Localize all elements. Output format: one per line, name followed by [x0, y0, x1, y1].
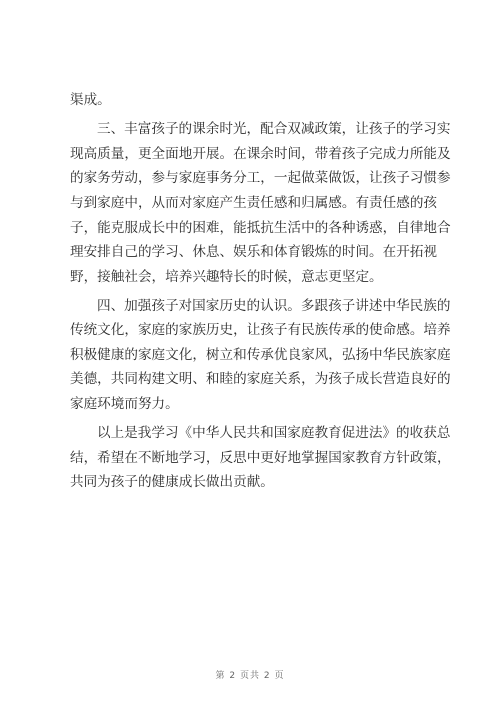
- paragraph-line: 渠成。: [70, 92, 111, 108]
- paragraph-line: 家庭环境而努力。: [70, 396, 179, 412]
- paragraph-line: 与到家庭中，从而对家庭产生责任感和归属感。有责任感的孩: [70, 195, 438, 211]
- paragraph-line: 子，能克服成长中的困难，能抵抗生活中的各种诱惑，自律地合: [70, 220, 451, 236]
- paragraph-line: 传统文化，家庭的家族历史，让孩子有民族传承的使命感。培养: [70, 322, 451, 338]
- paragraph-line: 美德，共同构建文明、和睦的家庭关系，为孩子成长营造良好的: [70, 371, 451, 387]
- paragraph-line: 野，接触社会，培养兴趣特长的时候，意志更坚定。: [70, 269, 383, 285]
- paragraph-line: 结，希望在不断地学习，反思中更好地掌握国家教育方针政策，: [70, 450, 451, 466]
- paragraph-line: 的家务劳动，参与家庭事务分工，一起做菜做饭，让孩子习惯参: [70, 170, 451, 186]
- paragraph-line: 以上是我学习《中华人民共和国家庭教育促进法》的收获总: [97, 425, 451, 441]
- paragraph-line: 共同为孩子的健康成长做出贡献。: [70, 474, 274, 490]
- paragraph-line: 积极健康的家庭文化，树立和传承优良家风，弘扬中华民族家庭: [70, 347, 451, 363]
- page-footer: 第 2 页共 2 页: [215, 671, 285, 681]
- paragraph-line: 四、加强孩子对国家历史的认识。多跟孩子讲述中华民族的: [97, 298, 451, 314]
- paragraph-line: 理安排自己的学习、休息、娱乐和体育锻炼的时间。在开拓视: [70, 244, 438, 260]
- paragraph-line: 现高质量，更全面地开展。在课余时间，带着孩子完成力所能及: [70, 146, 451, 162]
- paragraph-line: 三、丰富孩子的课余时光，配合双减政策，让孩子的学习实: [97, 121, 451, 137]
